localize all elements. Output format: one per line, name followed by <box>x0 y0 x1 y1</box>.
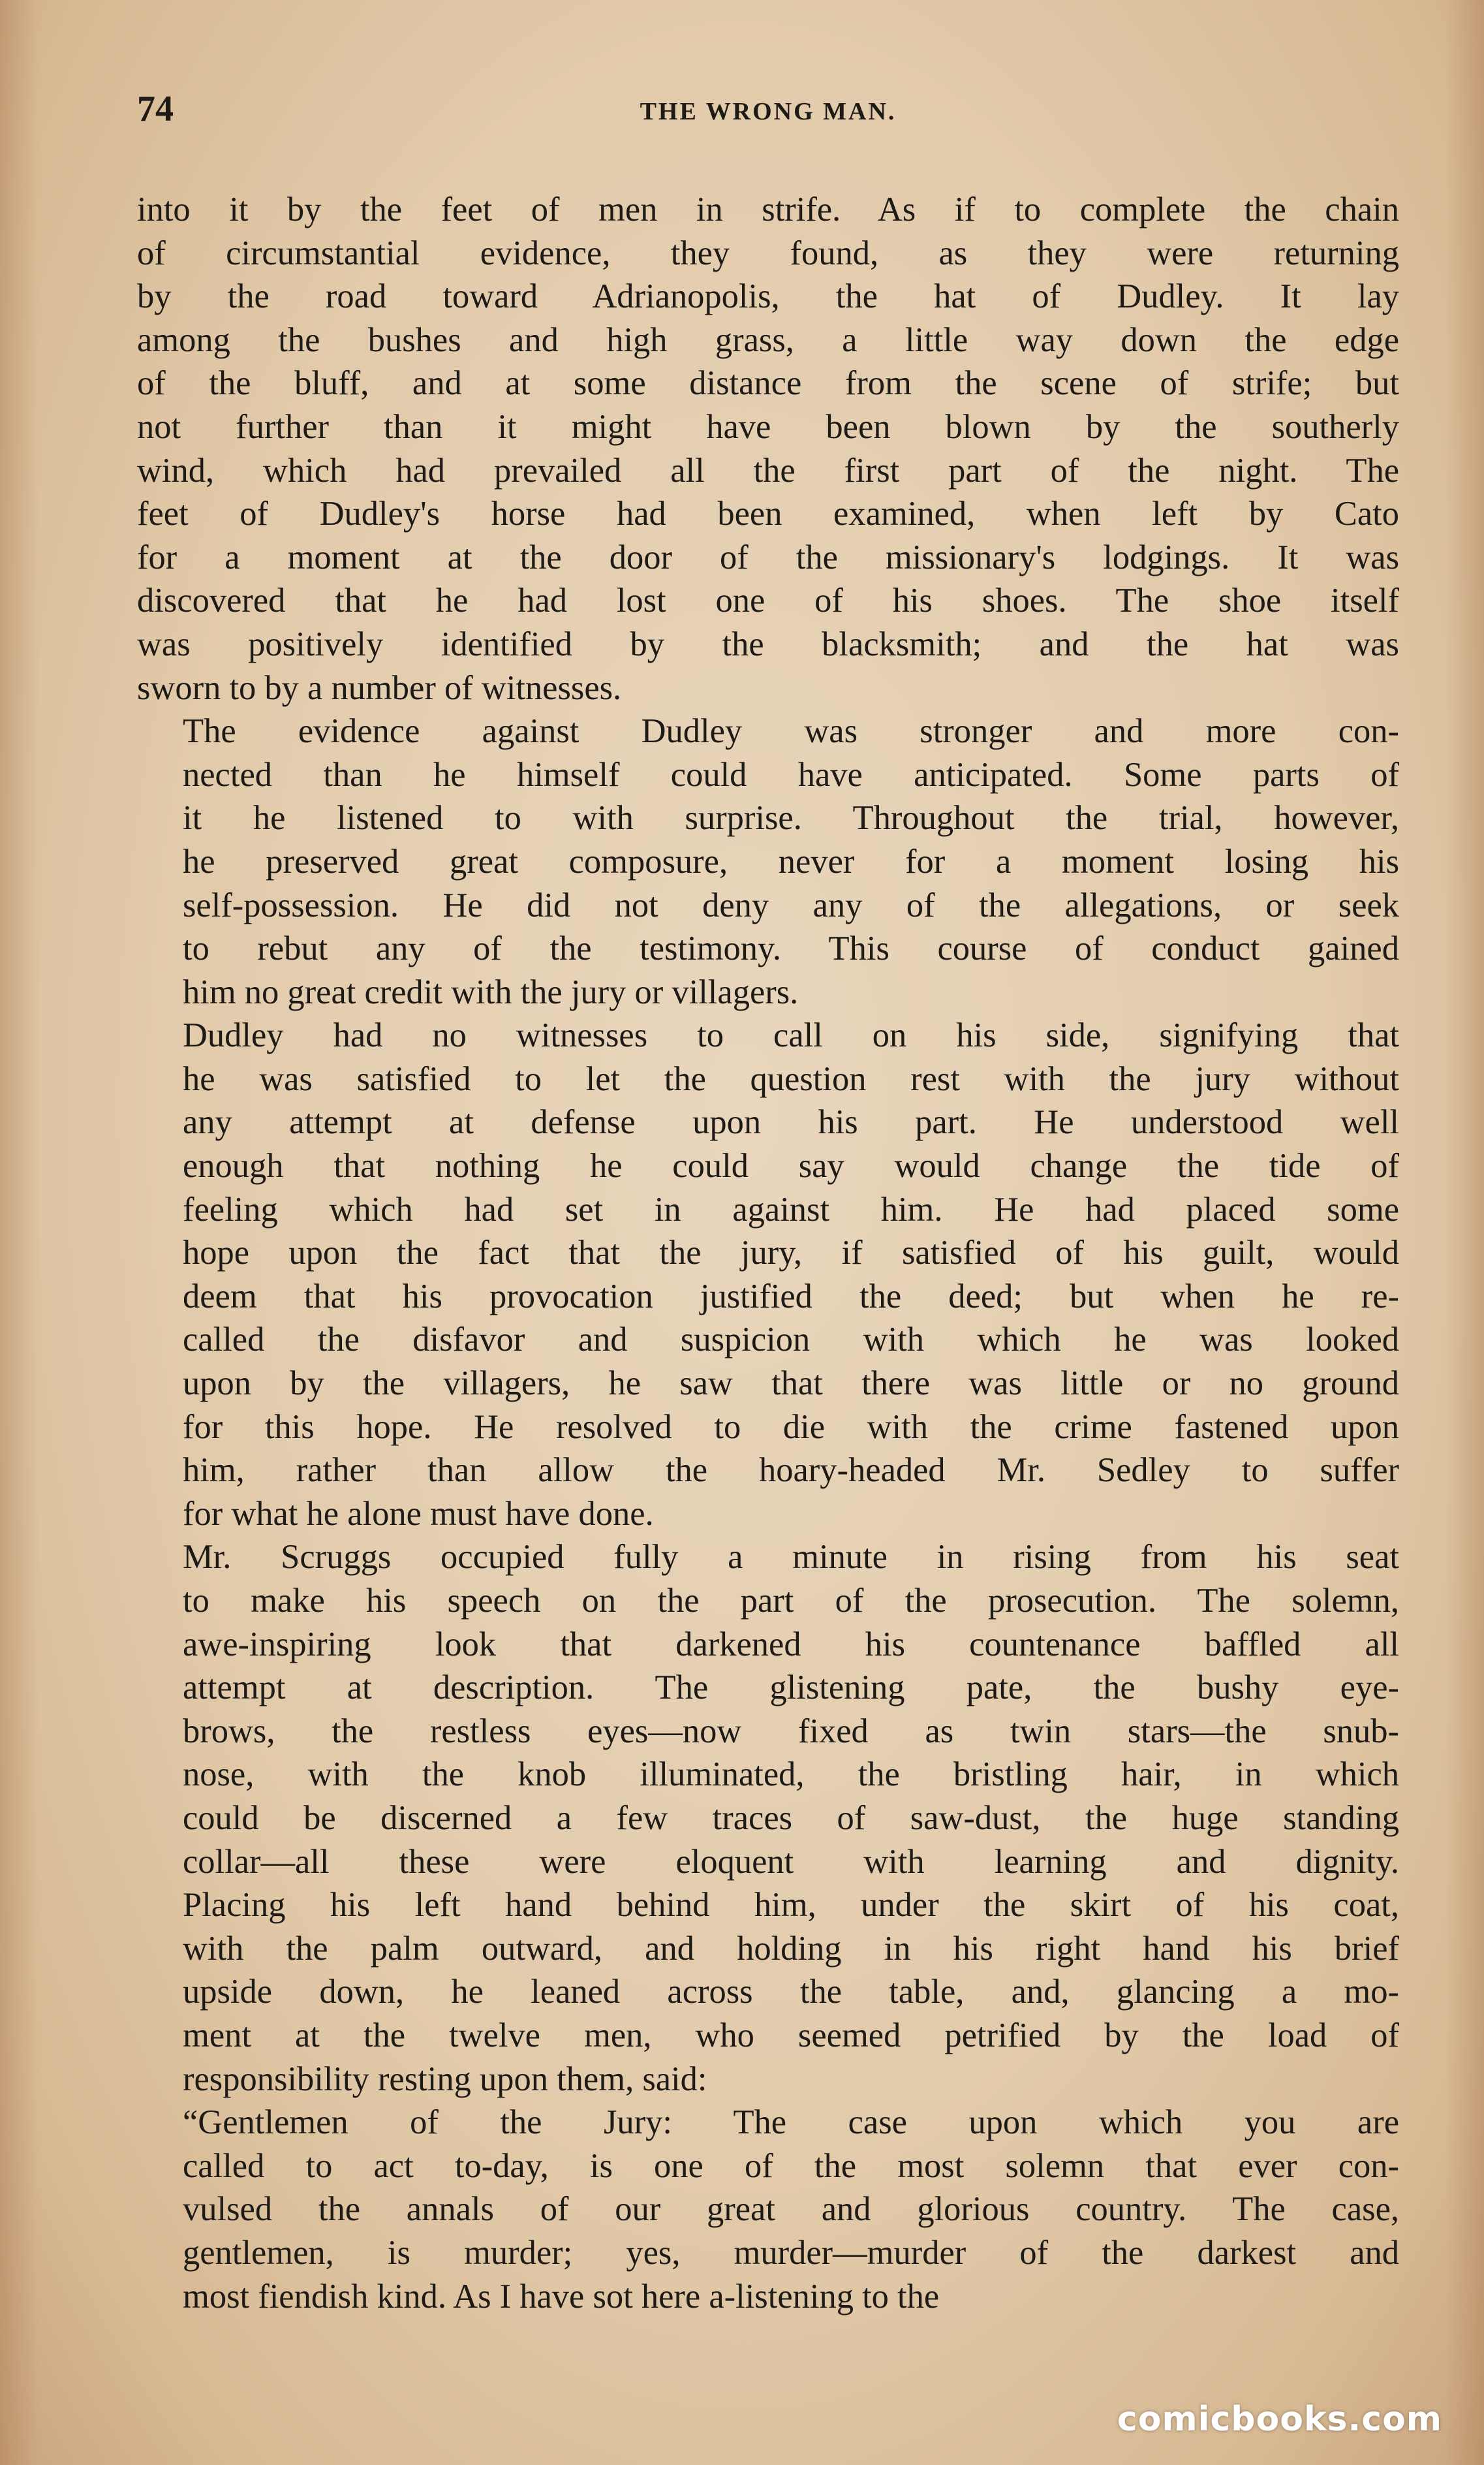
text-line: for what he alone must have done. <box>183 1494 654 1533</box>
text-line: to make his speech on the part of the prosecution. The solemn, <box>183 1582 1399 1620</box>
text-line: hope upon the fact that the jury, if satisfied of his guilt, would <box>183 1234 1399 1272</box>
text-line: of circumstantial evidence, they found, as they were returning <box>137 234 1399 272</box>
text-line: feet of Dudley's horse had been examined, when left by Cato <box>137 495 1399 533</box>
page-edge-shadow-left <box>0 0 39 2465</box>
text-line: collar—all these were eloquent with learning and dignity. <box>183 1842 1399 1881</box>
text-line: he was satisfied to let the question rest with the jury without <box>183 1060 1399 1098</box>
text-line: upon by the villagers, he saw that there was little or no ground <box>183 1364 1399 1403</box>
watermark: comicbooks.com <box>1117 2400 1442 2439</box>
text-line: for this hope. He resolved to die with the crime fastened upon <box>183 1407 1399 1446</box>
paragraph <box>137 1535 1399 2101</box>
text-line: awe-inspiring look that darkened his countenance baffled all <box>183 1625 1399 1663</box>
page-header <box>137 88 1399 140</box>
paragraph <box>137 1014 1399 1535</box>
text-line: gentlemen, is murder; yes, murder—murder of the darkest and <box>183 2233 1399 2272</box>
running-title: THE WRONG MAN. <box>640 98 897 125</box>
text-line: into it by the feet of men in strife. As if to complete the chain <box>137 191 1399 228</box>
text-line: responsibility resting upon them, said: <box>183 2060 707 2098</box>
text-line: of the bluff, and at some distance from the scene of strife; but <box>137 364 1399 403</box>
body-text <box>137 188 1399 2318</box>
text-line: sworn to by a number of witnesses. <box>137 668 622 707</box>
text-line: ment at the twelve men, who seemed petrified by the load of <box>183 2016 1399 2054</box>
text-line: wind, which had prevailed all the first part of the night. The <box>137 451 1399 490</box>
text-line: upside down, he leaned across the table, and, glancing a mo- <box>183 1973 1399 2011</box>
text-line: brows, the restless eyes—now fixed as twin stars—the snub- <box>183 1712 1399 1750</box>
text-line: by the road toward Adrianopolis, the hat of Dudley. It lay <box>137 277 1399 316</box>
text-line: for a moment at the door of the missionary's lodgings. It was <box>137 538 1399 576</box>
paragraph <box>137 2101 1399 2318</box>
page-number: 74 <box>137 89 174 129</box>
text-line: most fiendish kind. As I have sot here a-listening to the <box>183 2277 940 2316</box>
text-line: any attempt at defense upon his part. He understood well <box>183 1103 1399 1142</box>
text-line: self-possession. He did not deny any of the allegations, or seek <box>183 886 1399 924</box>
text-line: could be discerned a few traces of saw-dust, the huge standing <box>183 1798 1399 1837</box>
text-line: was positively identified by the blacksmith; and the hat was <box>137 625 1399 663</box>
text-line: attempt at description. The glistening pate, the bushy eye- <box>183 1669 1399 1707</box>
text-line: he preserved great composure, never for a moment losing his <box>183 842 1399 881</box>
text-line: him, rather than allow the hoary-headed Mr. Sedley to suffer <box>183 1451 1399 1490</box>
text-line: called to act to-day, is one of the most solemn that ever con- <box>183 2146 1399 2185</box>
text-line: deem that his provocation justified the deed; but when he re- <box>183 1277 1399 1315</box>
text-line: feeling which had set in against him. He had placed some <box>183 1190 1399 1229</box>
text-line: The evidence against Dudley was stronger and more con- <box>183 712 1399 751</box>
text-line: Dudley had no witnesses to call on his side, signifying that <box>183 1016 1399 1055</box>
text-line: not further than it might have been blown by the southerly <box>137 407 1399 446</box>
text-line: enough that nothing he could say would change the tide of <box>183 1147 1399 1185</box>
text-line: nose, with the knob illuminated, the bristling hair, in which <box>183 1755 1399 1794</box>
text-line: vulsed the annals of our great and glorious country. The case, <box>183 2190 1399 2229</box>
page-edge-shadow-right <box>1445 0 1484 2465</box>
text-line: Mr. Scruggs occupied fully a minute in rising from his seat <box>183 1538 1399 1577</box>
paragraph <box>137 710 1399 1014</box>
text-line: with the palm outward, and holding in his right hand his brief <box>183 1929 1399 1968</box>
text-line: Placing his left hand behind him, under the skirt of his coat, <box>183 1886 1399 1924</box>
text-line: nected than he himself could have anticipated. Some parts of <box>183 755 1399 794</box>
text-line: called the disfavor and suspicion with which he was looked <box>183 1321 1399 1359</box>
text-line: to rebut any of the testimony. This course of conduct gained <box>183 930 1399 968</box>
paragraph <box>137 188 1399 710</box>
text-line: “Gentlemen of the Jury: The case upon which you are <box>183 2103 1399 2142</box>
text-line: discovered that he had lost one of his shoes. The shoe itself <box>137 582 1399 620</box>
text-line: it he listened to with surprise. Throughout the trial, however, <box>183 799 1399 838</box>
text-line: among the bushes and high grass, a little way down the edge <box>137 321 1399 359</box>
text-line: him no great credit with the jury or villagers. <box>183 973 799 1011</box>
